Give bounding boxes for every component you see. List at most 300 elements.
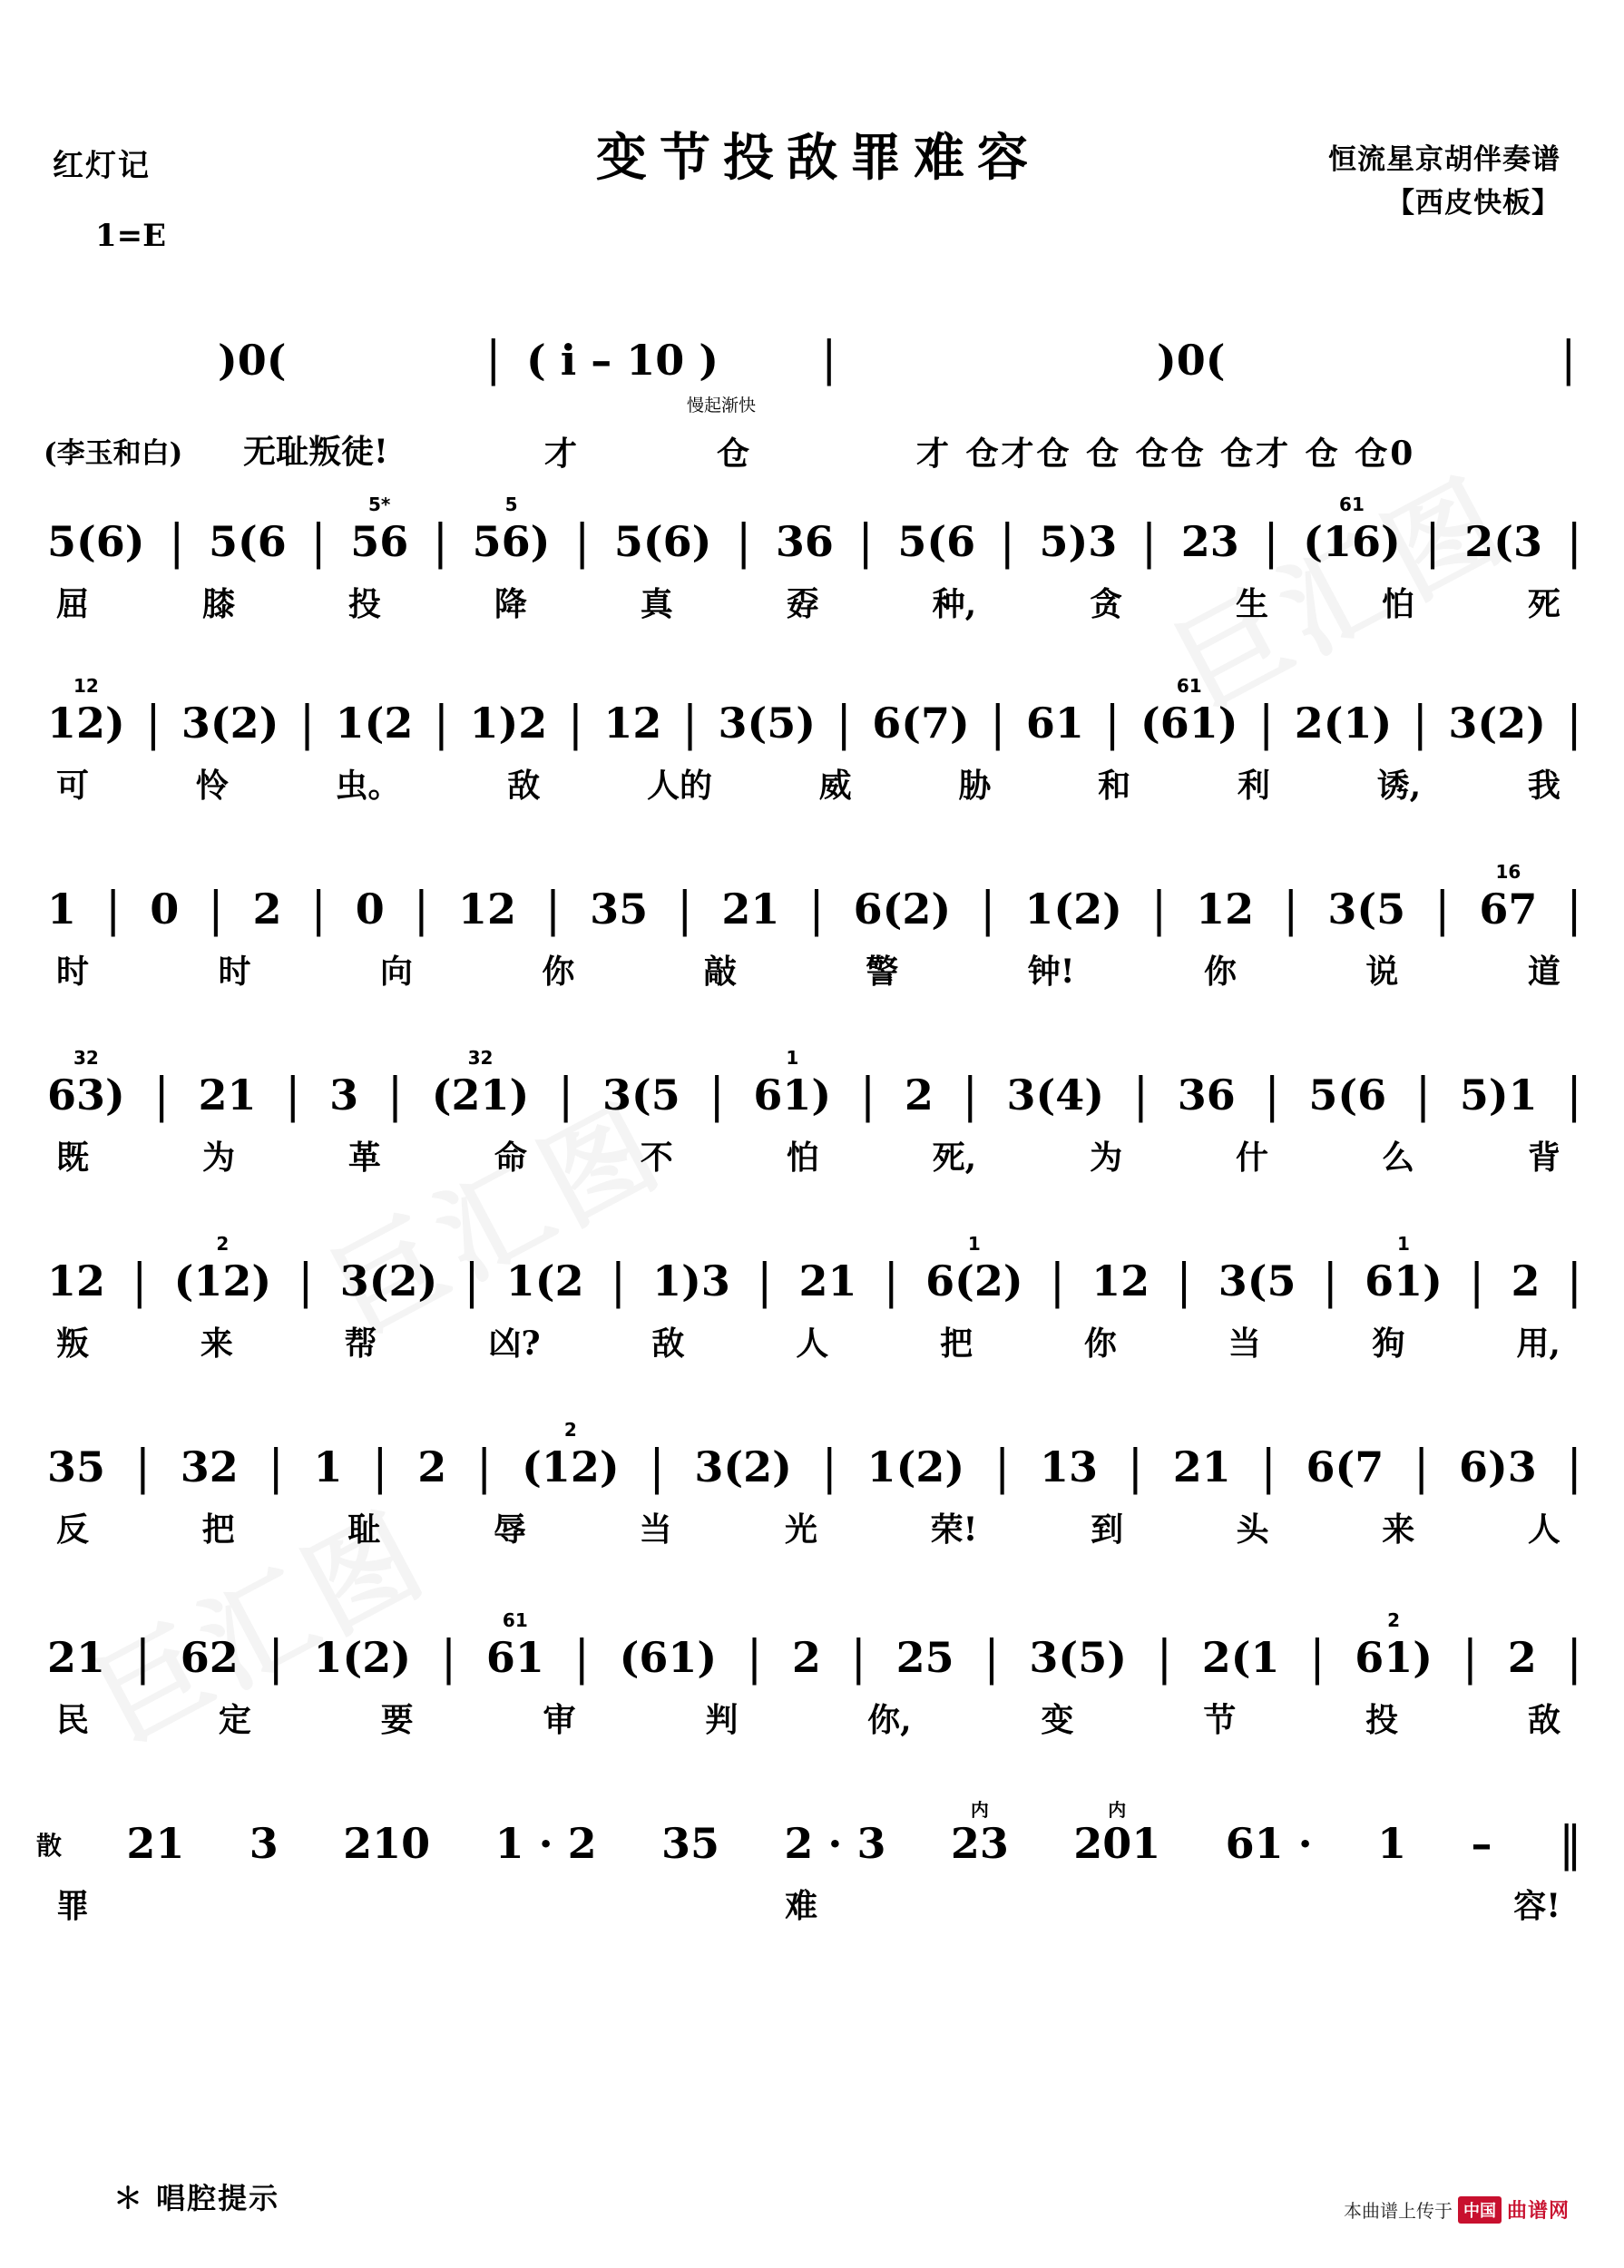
free-tempo-mark: 散 bbox=[36, 1831, 63, 1861]
lyric-syllable: 反 bbox=[56, 1510, 90, 1549]
fingering-mark: 16 bbox=[1495, 861, 1521, 883]
barline: | bbox=[1049, 1255, 1066, 1309]
note-group: 12 bbox=[603, 699, 662, 748]
note-group: 1 bbox=[1377, 1819, 1407, 1868]
barline: | bbox=[557, 1069, 574, 1123]
notation-row bbox=[0, 1047, 1624, 1123]
lyric-syllable: 光 bbox=[785, 1510, 818, 1549]
note-group: 61) 1 bbox=[753, 1047, 832, 1119]
note-group: 2(1) bbox=[1294, 699, 1393, 748]
fingering-mark: 2 bbox=[1387, 1609, 1401, 1631]
barline: | bbox=[573, 515, 591, 570]
lyric-syllable: 命 bbox=[494, 1139, 527, 1177]
barline: | bbox=[990, 697, 1006, 751]
note-group: 2 bbox=[1507, 1633, 1537, 1682]
banpai-label: 【西皮快板】 bbox=[1386, 187, 1560, 220]
note-group: 36 bbox=[775, 517, 834, 566]
music-system bbox=[0, 861, 1624, 992]
intro-barline-3: | bbox=[1560, 332, 1577, 386]
note-group: 3(5 bbox=[1218, 1256, 1296, 1305]
lyric-row bbox=[0, 1132, 1624, 1178]
percussion-syllable-1: 才 bbox=[544, 435, 578, 473]
lyric-syllable: 我 bbox=[1527, 767, 1560, 805]
note-group: 3(5 bbox=[602, 1070, 680, 1119]
barline: | bbox=[432, 515, 449, 570]
barline: | bbox=[208, 883, 224, 937]
lyric-syllable: 审 bbox=[543, 1701, 576, 1739]
lyric-syllable: 用, bbox=[1516, 1325, 1560, 1363]
fingering-mark: 内 bbox=[970, 1799, 989, 1821]
note-group: 13 bbox=[1039, 1442, 1098, 1491]
lyric-syllable: 怜 bbox=[195, 767, 229, 805]
lyric-syllable: 贪 bbox=[1090, 585, 1123, 623]
note-group: 1 · 2 bbox=[494, 1819, 597, 1868]
barline: | bbox=[1283, 883, 1299, 937]
lyric-syllable: 来 bbox=[200, 1325, 233, 1363]
barline: | bbox=[1257, 697, 1275, 751]
barline: | bbox=[1309, 1631, 1326, 1686]
barline: | bbox=[1566, 697, 1582, 751]
lyric-syllable: 节 bbox=[1203, 1701, 1237, 1739]
intro-note-group-2: ( i – 10 ) bbox=[526, 336, 719, 385]
note-group: 1)3 bbox=[652, 1256, 730, 1305]
speaker-label: (李玉和白) bbox=[44, 437, 183, 470]
note-group: 1(2 bbox=[335, 699, 414, 748]
note-group: 5)1 bbox=[1459, 1070, 1538, 1119]
barline: | bbox=[268, 1441, 284, 1495]
key-signature: 1=E bbox=[95, 218, 167, 254]
lyric-syllable: 你, bbox=[867, 1701, 912, 1739]
barline: | bbox=[1462, 1631, 1479, 1686]
lyric-syllable: 变 bbox=[1041, 1701, 1074, 1739]
note-group: 3(2) bbox=[1448, 699, 1546, 748]
lyric-syllable: 人 bbox=[1527, 1510, 1560, 1549]
barline: | bbox=[169, 515, 185, 570]
lyric-syllable: 到 bbox=[1091, 1510, 1124, 1549]
fingering-mark: 1 bbox=[786, 1047, 799, 1069]
fingering-mark: 61 bbox=[1176, 675, 1202, 697]
note-group: 56) 5 bbox=[472, 494, 551, 566]
note-group: 63) 32 bbox=[47, 1047, 125, 1119]
note-group: 2 bbox=[904, 1070, 934, 1119]
barline: | bbox=[709, 1069, 725, 1123]
barline: | bbox=[1424, 515, 1441, 570]
note-group: 25 bbox=[895, 1633, 954, 1682]
lyric-syllable: 降 bbox=[494, 585, 527, 623]
barline: | bbox=[993, 1441, 1011, 1495]
music-system bbox=[0, 1609, 1624, 1741]
lyric-syllable: 要 bbox=[380, 1701, 414, 1739]
barline: | bbox=[1566, 515, 1582, 570]
lyric-syllable: 孬 bbox=[786, 585, 819, 623]
lyric-syllable: 把 bbox=[201, 1510, 235, 1549]
lyric-row bbox=[0, 760, 1624, 807]
note-group: 3(2) bbox=[694, 1442, 792, 1491]
lyric-syllable: 时 bbox=[56, 953, 90, 991]
barline: | bbox=[1263, 515, 1279, 570]
barline: | bbox=[1434, 883, 1451, 937]
lyric-syllable: 什 bbox=[1236, 1139, 1269, 1177]
barline: | bbox=[567, 697, 584, 751]
lyric-syllable: 当 bbox=[1228, 1325, 1261, 1363]
note-group: 12) 12 bbox=[47, 675, 125, 748]
lyric-syllable: 和 bbox=[1098, 767, 1131, 805]
lyric-syllable: 膝 bbox=[201, 585, 235, 623]
note-group: 21 bbox=[126, 1819, 185, 1868]
barline: | bbox=[1322, 1255, 1339, 1309]
barline: | bbox=[1566, 1441, 1582, 1495]
barline: | bbox=[1566, 1069, 1582, 1123]
barline: | bbox=[836, 697, 852, 751]
note-group: 1(2) bbox=[313, 1633, 412, 1682]
lyric-syllable: 判 bbox=[705, 1701, 739, 1739]
music-system bbox=[0, 1233, 1624, 1364]
note-group: 210 bbox=[343, 1819, 431, 1868]
lyric-syllable: 死, bbox=[932, 1139, 977, 1177]
note-group: 35 bbox=[47, 1442, 106, 1491]
barline: | bbox=[1127, 1441, 1144, 1495]
barline: | bbox=[1566, 1255, 1582, 1309]
lyric-syllable: 凶? bbox=[488, 1325, 541, 1363]
barline: | bbox=[1150, 883, 1168, 937]
barline: | bbox=[677, 883, 693, 937]
note-group: 5(6 bbox=[208, 517, 287, 566]
note-group: 2 · 3 bbox=[784, 1819, 886, 1868]
note-group: 61 61 bbox=[485, 1609, 544, 1682]
note-group: 21 bbox=[721, 885, 780, 934]
lyric-syllable: 怕 bbox=[786, 1139, 819, 1177]
lyric-syllable: 罪 bbox=[56, 1887, 90, 1925]
lyric-syllable: 把 bbox=[940, 1325, 973, 1363]
barline: | bbox=[1104, 697, 1120, 751]
barline: | bbox=[1176, 1255, 1192, 1309]
note-group: 2 bbox=[417, 1442, 447, 1491]
lyric-syllable: 真 bbox=[640, 585, 673, 623]
opera-name: 红灯记 bbox=[53, 148, 151, 184]
site-name: 曲谱网 bbox=[1506, 2200, 1570, 2223]
lyric-syllable: 虫。 bbox=[335, 767, 401, 805]
barline: | bbox=[573, 1631, 590, 1686]
barline: | bbox=[310, 883, 327, 937]
lyric-syllable: 威 bbox=[818, 767, 852, 805]
barline: | bbox=[134, 1631, 152, 1686]
lyric-syllable: 难 bbox=[785, 1887, 818, 1925]
barline: | bbox=[310, 515, 327, 570]
note-group: 2(3 bbox=[1464, 517, 1542, 566]
note-group: 1 bbox=[313, 1442, 343, 1491]
barline: | bbox=[1264, 1069, 1280, 1123]
note-group: 5(6 bbox=[897, 517, 976, 566]
barline: | bbox=[610, 1255, 627, 1309]
fingering-mark: 32 bbox=[73, 1047, 99, 1069]
lyric-syllable: 为 bbox=[201, 1139, 235, 1177]
barline: | bbox=[1412, 697, 1429, 751]
intro-note-group-3: )0( bbox=[1157, 336, 1226, 385]
note-group: 5(6) bbox=[613, 517, 712, 566]
music-system bbox=[0, 675, 1624, 807]
barline: | bbox=[681, 697, 699, 751]
music-system bbox=[0, 1419, 1624, 1550]
note-group: (12) 2 bbox=[522, 1419, 620, 1491]
barline: | bbox=[298, 1255, 314, 1309]
lyric-row bbox=[0, 946, 1624, 992]
lyric-row bbox=[0, 1881, 1624, 1927]
barline: | bbox=[649, 1441, 665, 1495]
barline: | bbox=[475, 1441, 493, 1495]
lyric-syllable: 向 bbox=[379, 953, 413, 991]
note-group: 61) 1 bbox=[1365, 1233, 1443, 1305]
music-system bbox=[0, 494, 1624, 625]
lyric-syllable: 死 bbox=[1527, 585, 1560, 623]
arranger-credit: 恒流星京胡伴奏谱 bbox=[1328, 143, 1560, 176]
note-group: 6)3 bbox=[1459, 1442, 1537, 1491]
lyric-syllable: 狗 bbox=[1372, 1325, 1405, 1363]
note-group: 0 bbox=[150, 885, 180, 934]
barline: | bbox=[808, 883, 825, 937]
note-group: 67 16 bbox=[1479, 861, 1538, 934]
barline: | bbox=[983, 1631, 1000, 1686]
barline: | bbox=[440, 1631, 457, 1686]
barline: | bbox=[104, 883, 122, 937]
lyric-syllable: 革 bbox=[347, 1139, 381, 1177]
note-group: 35 bbox=[590, 885, 649, 934]
notation-row bbox=[0, 1419, 1624, 1495]
barline: | bbox=[962, 1069, 978, 1123]
barline: | bbox=[857, 515, 874, 570]
barline: | bbox=[1132, 1069, 1150, 1123]
note-group: 201 内 bbox=[1073, 1819, 1160, 1868]
note-group: 2 bbox=[252, 885, 282, 934]
fingering-mark: 32 bbox=[467, 1047, 494, 1069]
note-group: 12 bbox=[1196, 885, 1255, 934]
barline: | bbox=[386, 1069, 404, 1123]
fingering-mark: 12 bbox=[73, 675, 99, 697]
barline: | bbox=[1260, 1441, 1277, 1495]
lyric-syllable: 不 bbox=[640, 1139, 673, 1177]
lyric-syllable: 耻 bbox=[347, 1510, 381, 1549]
notation-row bbox=[0, 494, 1624, 570]
note-group: 21 bbox=[1172, 1442, 1231, 1491]
note-group: 21 bbox=[798, 1256, 857, 1305]
fingering-mark: 5 bbox=[504, 494, 518, 515]
notation-row bbox=[0, 1799, 1624, 1872]
note-group: (21) 32 bbox=[431, 1047, 530, 1119]
lyric-syllable: 屈 bbox=[56, 585, 90, 623]
lyric-syllable: 叛 bbox=[56, 1325, 90, 1363]
intro-notes-line bbox=[0, 332, 1624, 415]
site-credit bbox=[1344, 2195, 1570, 2224]
lyric-syllable: 你 bbox=[1083, 1325, 1117, 1363]
barline: | bbox=[1414, 1069, 1432, 1123]
note-group: 12 bbox=[1091, 1256, 1150, 1305]
barline: | bbox=[1140, 515, 1158, 570]
lyric-syllable: 敌 bbox=[1527, 1701, 1560, 1739]
barline: | bbox=[134, 1441, 152, 1495]
barline: | bbox=[1468, 1255, 1485, 1309]
note-group: 23 bbox=[1180, 517, 1239, 566]
fingering-mark: 2 bbox=[216, 1233, 230, 1255]
note-group: 6(2) bbox=[853, 885, 952, 934]
barline: | bbox=[746, 1631, 763, 1686]
barline: | bbox=[298, 697, 316, 751]
note-group: 2(1 bbox=[1201, 1633, 1280, 1682]
note-group: 23 内 bbox=[951, 1819, 1009, 1868]
lyric-row bbox=[0, 1504, 1624, 1550]
barline: | bbox=[735, 515, 752, 570]
note-group: 36 bbox=[1177, 1070, 1236, 1119]
lyric-row bbox=[0, 579, 1624, 625]
fingering-mark: 61 bbox=[502, 1609, 528, 1631]
lyric-syllable: 利 bbox=[1237, 767, 1270, 805]
lyric-syllable: 诱, bbox=[1376, 767, 1422, 805]
note-group: 32 bbox=[180, 1442, 239, 1491]
note-group: 61 · bbox=[1225, 1819, 1313, 1868]
note-group: 21 bbox=[198, 1070, 257, 1119]
note-group: 3(5) bbox=[1029, 1633, 1127, 1682]
lyric-syllable: 可 bbox=[56, 767, 90, 805]
note-group: 6(7 bbox=[1306, 1442, 1384, 1491]
note-group: 3(4) bbox=[1006, 1070, 1105, 1119]
note-group: 62 bbox=[180, 1633, 239, 1682]
barline: | bbox=[1566, 1631, 1582, 1686]
percussion-syllable-2: 仓 bbox=[717, 435, 750, 473]
lyric-syllable: 警 bbox=[866, 953, 899, 991]
lyric-syllable: 投 bbox=[347, 585, 381, 623]
page-title: 变节投敌罪难容 bbox=[596, 128, 1041, 188]
note-group: 5(6) bbox=[47, 517, 145, 566]
music-system bbox=[0, 1047, 1624, 1178]
lyric-syllable: 你 bbox=[542, 953, 575, 991]
lyric-syllable: 容! bbox=[1513, 1887, 1560, 1925]
note-group: 6(7) bbox=[872, 699, 970, 748]
barline: | bbox=[1566, 883, 1582, 937]
lyric-syllable: 敌 bbox=[651, 1325, 685, 1363]
notation-row bbox=[0, 861, 1624, 937]
note-group: (12) 2 bbox=[173, 1233, 272, 1305]
lyric-syllable: 头 bbox=[1236, 1510, 1269, 1549]
lyric-syllable: 钟! bbox=[1027, 953, 1075, 991]
note-group: 3 bbox=[249, 1819, 279, 1868]
lyric-syllable: 投 bbox=[1365, 1701, 1399, 1739]
fingering-mark: 2 bbox=[563, 1419, 577, 1441]
percussion-sequence: 才 仓才仓 仓 仓仓 仓才 仓 仓0 bbox=[916, 435, 1416, 473]
barline: | bbox=[372, 1441, 388, 1495]
lyric-syllable: 道 bbox=[1527, 953, 1560, 991]
fingering-mark: 1 bbox=[967, 1233, 981, 1255]
note-group: – bbox=[1471, 1819, 1492, 1868]
note-group: 1)2 bbox=[469, 699, 548, 748]
barline: | bbox=[413, 883, 430, 937]
lyric-syllable: 人 bbox=[796, 1325, 829, 1363]
lyric-syllable: 辱 bbox=[493, 1510, 526, 1549]
barline: | bbox=[859, 1069, 876, 1123]
lyric-syllable: 敌 bbox=[507, 767, 541, 805]
lyric-syllable: 生 bbox=[1236, 585, 1269, 623]
note-group: 21 bbox=[47, 1633, 106, 1682]
tempo-marking: 慢起渐快 bbox=[687, 396, 757, 415]
note-group: 1 bbox=[47, 885, 77, 934]
note-group: 2 bbox=[1511, 1256, 1541, 1305]
barline: | bbox=[464, 1255, 480, 1309]
note-group: 3 bbox=[329, 1070, 359, 1119]
upload-text: 本曲谱上传于 bbox=[1343, 2200, 1453, 2222]
lyric-syllable: 来 bbox=[1382, 1510, 1415, 1549]
note-group: 56 5* bbox=[350, 494, 409, 566]
barline: | bbox=[544, 883, 562, 937]
intro-barline-1: | bbox=[485, 332, 502, 386]
lyric-syllable: 既 bbox=[56, 1139, 90, 1177]
lyric-syllable: 为 bbox=[1090, 1139, 1123, 1177]
note-group: 61 bbox=[1025, 699, 1084, 748]
note-group: 3(5 bbox=[1327, 885, 1406, 934]
note-group: 6(2) 1 bbox=[925, 1233, 1023, 1305]
barline: | bbox=[285, 1069, 301, 1123]
intro-note-group-1: )0( bbox=[218, 336, 287, 385]
fingering-mark: 5* bbox=[368, 494, 391, 515]
barline: | bbox=[980, 883, 996, 937]
note-group: (16) 61 bbox=[1303, 494, 1401, 566]
note-group: 61) 2 bbox=[1355, 1609, 1433, 1682]
lyric-syllable: 时 bbox=[218, 953, 251, 991]
barline: | bbox=[756, 1255, 773, 1309]
fingering-mark: 内 bbox=[1108, 1799, 1127, 1821]
barline: | bbox=[1156, 1631, 1173, 1686]
lyric-syllable: 当 bbox=[639, 1510, 672, 1549]
barline: | bbox=[268, 1631, 284, 1686]
note-group: (61) 61 bbox=[1140, 675, 1238, 748]
notation-row bbox=[0, 675, 1624, 751]
note-group: 12 bbox=[457, 885, 516, 934]
barline: | bbox=[153, 1069, 170, 1123]
barline: | bbox=[999, 515, 1016, 570]
note-group: 0 bbox=[355, 885, 385, 934]
barline: | bbox=[433, 697, 450, 751]
footnote: ＊ 唱腔提示 bbox=[113, 2181, 280, 2215]
lyric-row bbox=[0, 1695, 1624, 1741]
note-group: 3(5) bbox=[718, 699, 817, 748]
lyric-syllable: 荣! bbox=[930, 1510, 978, 1549]
barline: | bbox=[1413, 1441, 1430, 1495]
lyric-syllable: 么 bbox=[1381, 1139, 1414, 1177]
note-group: (61) bbox=[619, 1633, 718, 1682]
note-group: 1(2) bbox=[866, 1442, 965, 1491]
speech-text: 无耻叛徒! bbox=[243, 433, 388, 471]
lyric-syllable: 说 bbox=[1365, 953, 1399, 991]
lyric-syllable: 帮 bbox=[344, 1325, 377, 1363]
lyric-syllable: 敲 bbox=[703, 953, 737, 991]
barline: | bbox=[145, 697, 161, 751]
note-group: 1(2) bbox=[1024, 885, 1122, 934]
note-group: 2 bbox=[791, 1633, 821, 1682]
lyric-syllable: 民 bbox=[56, 1701, 90, 1739]
intro-lyrics-line bbox=[0, 417, 1624, 472]
site-logo-badge: 中国 bbox=[1458, 2196, 1502, 2224]
note-group: 1(2 bbox=[505, 1256, 584, 1305]
intro-barline-2: | bbox=[821, 332, 837, 386]
lyric-syllable: 种, bbox=[932, 585, 977, 623]
notation-row bbox=[0, 1233, 1624, 1309]
barline: | bbox=[883, 1255, 900, 1309]
lyric-syllable: 人的 bbox=[646, 767, 712, 805]
note-group: 3(2) bbox=[339, 1256, 438, 1305]
fingering-mark: 61 bbox=[1339, 494, 1365, 515]
lyric-syllable: 怕 bbox=[1381, 585, 1414, 623]
note-group: 35 bbox=[661, 1819, 720, 1868]
note-group: 5(6 bbox=[1308, 1070, 1387, 1119]
note-group: 3(2) bbox=[181, 699, 279, 748]
fingering-mark: 1 bbox=[1397, 1233, 1410, 1255]
lyric-syllable: 胁 bbox=[958, 767, 992, 805]
